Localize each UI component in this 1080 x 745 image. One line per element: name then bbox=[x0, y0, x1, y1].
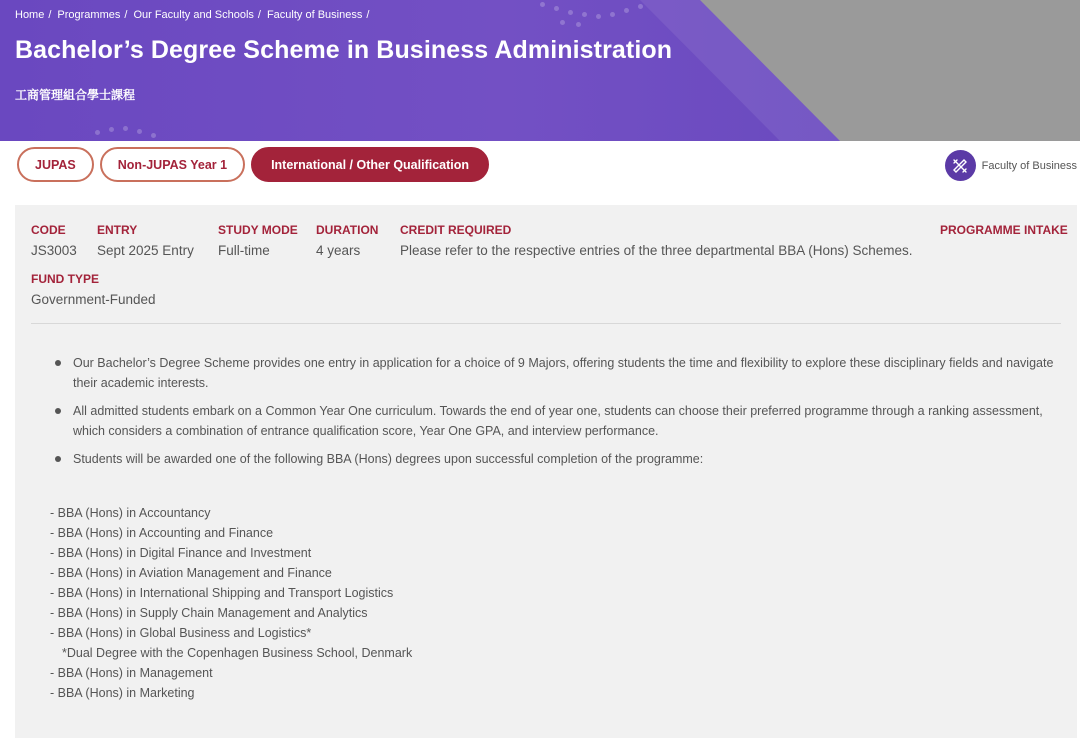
breadcrumb-programmes[interactable]: Programmes bbox=[57, 9, 121, 21]
dual-degree-note: *Dual Degree with the Copenhagen Business School, Denmark bbox=[62, 646, 413, 660]
meta-fund-type: FUND TYPE Government-Funded bbox=[31, 272, 156, 307]
tab-jupas[interactable]: JUPAS bbox=[17, 147, 94, 182]
list-item: All admitted students embark on a Common Year One curriculum. Towards the end of year one, students can choose their preferred programme through a ranking assessment, which considers a combination of entrance qualification score, Year One GPA, and interview performance. bbox=[55, 401, 1060, 441]
meta-study-mode: STUDY MODE Full-time bbox=[218, 223, 298, 258]
meta-programme-intake: PROGRAMME INTAKE bbox=[940, 223, 1068, 237]
meta-duration: DURATION 4 years bbox=[316, 223, 379, 258]
programme-highlights bbox=[55, 353, 1060, 477]
meta-credit-required: CREDIT REQUIRED Please refer to the respective entries of the three departmental BBA (Hons) Schemes. bbox=[400, 223, 913, 258]
divider bbox=[31, 323, 1061, 324]
admission-tabs bbox=[17, 147, 489, 182]
list-item: - BBA (Hons) in Accountancy bbox=[50, 506, 211, 520]
list-item: - BBA (Hons) in Accounting and Finance bbox=[50, 526, 274, 540]
programme-info-panel bbox=[15, 205, 1077, 738]
page-title: Bachelor’s Degree Scheme in Business Administration bbox=[15, 36, 673, 64]
list-item: Our Bachelor’s Degree Scheme provides one entry in application for a choice of 9 Majors, offering students the time and flexibility to explore these disciplinary fields and navigate their academic interests. bbox=[55, 353, 1060, 393]
page-subtitle: 工商管理組合學士課程 bbox=[15, 88, 136, 102]
breadcrumb-faculty-business[interactable]: Faculty of Business bbox=[266, 9, 363, 21]
meta-entry: ENTRY Sept 2025 Entry bbox=[97, 223, 194, 258]
breadcrumb: Home / Programmes / Our Faculty and Schools / Faculty of Business / bbox=[15, 9, 370, 21]
list-item: - BBA (Hons) in Supply Chain Management and Analytics bbox=[50, 606, 368, 620]
faculty-link[interactable] bbox=[945, 150, 1077, 181]
faculty-label: Faculty of Business bbox=[981, 159, 1077, 172]
degree-list bbox=[50, 503, 412, 703]
breadcrumb-faculty-schools[interactable]: Our Faculty and Schools bbox=[133, 9, 254, 21]
hero-banner bbox=[0, 0, 1080, 141]
list-item: - BBA (Hons) in International Shipping and Transport Logistics bbox=[50, 586, 394, 600]
list-item: - BBA (Hons) in Global Business and Logistics* bbox=[50, 626, 312, 640]
list-item: - BBA (Hons) in Management bbox=[50, 666, 213, 680]
breadcrumb-home[interactable]: Home bbox=[15, 9, 45, 21]
list-item: Students will be awarded one of the following BBA (Hons) degrees upon successful completion of the programme: bbox=[55, 449, 1060, 469]
list-item: - BBA (Hons) in Digital Finance and Investment bbox=[50, 546, 312, 560]
pencil-ruler-icon bbox=[945, 150, 976, 181]
list-item: - BBA (Hons) in Marketing bbox=[50, 686, 195, 700]
meta-code: CODE JS3003 bbox=[31, 223, 77, 258]
list-item: - BBA (Hons) in Aviation Management and Finance bbox=[50, 566, 332, 580]
tab-international-other[interactable]: International / Other Qualification bbox=[251, 147, 489, 182]
tab-non-jupas-year-1[interactable]: Non-JUPAS Year 1 bbox=[100, 147, 245, 182]
